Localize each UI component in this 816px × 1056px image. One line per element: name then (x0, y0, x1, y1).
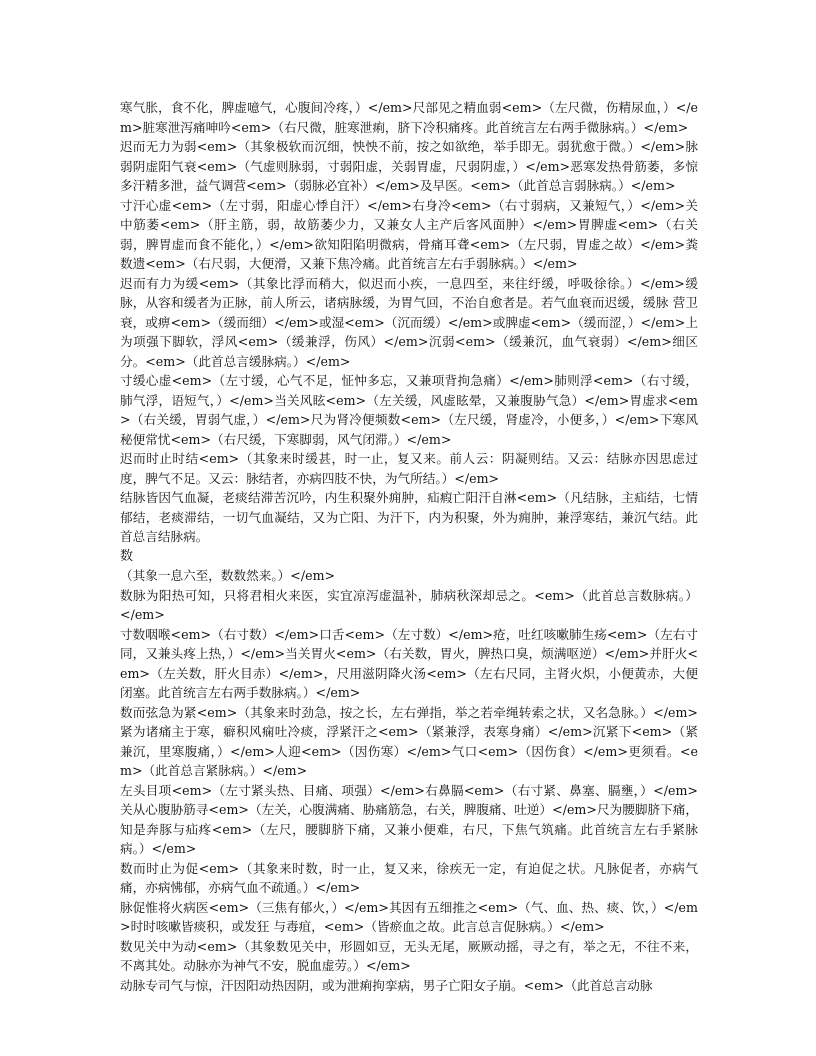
text-line: 脉促惟将火病医<em>（三焦有郁火，）</em>其因有五细推之<em>（气、血、热、痰、饮，）</em>时时咳嗽皆痰积，或发狂 与毒疽，<em>（皆瘀血之故。此言总言促脉病。）</em> (120, 899, 698, 934)
text-line: 迟而无力为弱<em>（其象极软而沉细，怏怏不前，按之如欲绝，举手即无。弱犹愈于微。）</em>脉弱阴虚阳气衰<em>（气虚则脉弱，寸弱阳虚，关弱胃虚，尺弱阴虚，）</em>恶寒发热骨筋萎，多惊多汗精多泄，益气调营<em>（弱脉必宜补）</em>及早医。<em>（此首总言弱脉病。）</em> (120, 139, 698, 193)
text-line: 数而弦急为紧<em>（其象来时劲急，按之长，左右弹指，举之若牵绳转索之状，又名急脉。）</em>紧为诸痛主于寒，癖积风痫吐冷痰，浮紧汗之<em>（紧兼浮，表寒身痛）</em>沉紧下<em>（紧兼沉，里寒腹痛，）</em>人迎<em>（因伤寒）</em>气口<em>（因伤食）</em>更须看。<em>（此首总言紧脉病。）</em> (120, 704, 698, 778)
text-line: 寸汗心虚<em>（左寸弱，阳虚心悸自汗）</em>右身冷<em>（右寸弱病，又兼短气，）</em>关中筋萎<em>（肝主筋，弱，故筋萎少力，又兼女人主产后客风面肿）</em>胃脾虚<em>（右关弱，脾胃虚而食不能化，）</em>欲知阳陷明微病，骨痛耳聋<em>（左尺弱，胃虚之故）</em>粪数遗<em>（右尺弱，大便滑，又兼下焦冷痛。此首统言左右手弱脉病。）</em> (120, 197, 698, 271)
text-line: 数脉为阳热可知，只将君相火来医，实宜凉泻虚温补，肺病秋深却忌之。<em>（此首总言数脉病。）</em> (120, 587, 698, 622)
text-line: 迟而时止时结<em>（其象来时缓甚，时一止，复又来。前人云：阴凝则结。又云：结脉亦因思虑过度，脾气不足。又云：脉结者，亦病四肢不快，为气所结。）</em> (120, 451, 698, 486)
text-line: 结脉皆因气血凝，老痰结滞苦沉吟，内生积聚外痈肿，疝瘕亡阳汗自淋<em>（凡结脉，主疝结，七情郁结，老痰滞结，一切气血凝结，又为亡阳、为汗下，内为积聚，外为痈肿，兼浮寒结，兼沉气结。此首总言结脉病。 (120, 490, 698, 544)
text-line: 动脉专司气与惊，汗因阳动热因阴，或为泄痢拘挛病，男子亡阳女子崩。<em>（此首总言动脉 (120, 977, 653, 993)
text-line: 寒气胀，食不化，脾虚噫气，心腹间冷疼，）</em>尺部见之精血弱<em>（左尺微，伤精尿血，）</em>脏寒泄泻痛呻吟<em>（右尺微，脏寒泄痢，脐下冷积痛疼。此首统言左右两手微脉病。）</em> (120, 100, 698, 135)
text-line: 数而时止为促<em>（其象来时数，时一止，复又来，徐疾无一定，有迫促之状。凡脉促者，亦病气痛，亦病怫郁，亦病气血不疏通。）</em> (120, 860, 698, 895)
text-line: 迟而有力为缓<em>（其象比浮而稍大，似迟而小疾，一息四至，来往纡缓，呼吸徐徐。）</em>缓脉，从容和缓者为正脉，前人所云，诸病脉缓，为胃气回，不治自愈者是。若气血衰而迟缓，缓脉 营卫衰，或痹<em>（缓而细）</em>或湿<em>（沉而缓）</em>或脾虚<em>（缓而涩，）</em>上为项强下脚软，浮风<em>（缓兼浮，伤风）</em>沉弱<em>（缓兼沉，血气衰弱）</em>细区分。<em>（此首总言缓脉病。）</em> (120, 275, 698, 369)
text-line: 左头目项<em>（左寸紧头热、目痛、项强）</em>右鼻膈<em>（右寸紧、鼻塞、膈壅，）</em>关从心腹胁筋寻<em>（左关，心腹满痛、胁痛筋急，右关，脾腹痛、吐逆）</em>尺为腰脚脐下痛，知是奔豚与疝疼<em>（左尺，腰脚脐下痛，又兼小便难，右尺，下焦气筑痛。此首统言左右手紧脉病。）</em> (120, 782, 698, 856)
section-heading: 数 (120, 548, 134, 564)
document-page (120, 98, 698, 995)
text-line: 寸数咽喉<em>（右寸数）</em>口舌<em>（左寸数）</em>疮，吐红咳嗽肺生疡<em>（左右寸同，又兼头疼上热，）</em>当关胃火<em>（右关数，胃火，脾热口臭，烦满呕逆）</em>并肝火<em>（左关数，肝火目赤）</em>，尺用滋阴降火汤<em>（左右尺同，主肾火炽，小便黄赤，大便闭塞。此首统言左右两手数脉病。）</em> (120, 626, 698, 700)
text-line: 寸缓心虚<em>（左寸缓，心气不足，怔忡多忘，又兼项背拘急痛）</em>肺则浮<em>（右寸缓，肺气浮，语短气，）</em>当关风眩<em>（左关缓，风虚眩晕，又兼腹胁气急）</em>胃虚求<em>（右关缓，胃弱气虚，）</em>尺为肾冷便频数<em>（左尺缓，肾虚冷，小便多，）</em>下寒风秘便常忧<em>（右尺缓，下寒脚弱，风气闭滞。）</em> (120, 373, 698, 447)
text-line: （其象一息六至，数数然来。）</em> (120, 568, 336, 583)
text-line: 数见关中为动<em>（其象数见关中，形圆如豆，无头无尾，厥厥动摇，寻之有，举之无，不往不来，不离其处。动脉亦为神气不安，脱血虚劳。）</em> (120, 938, 698, 973)
